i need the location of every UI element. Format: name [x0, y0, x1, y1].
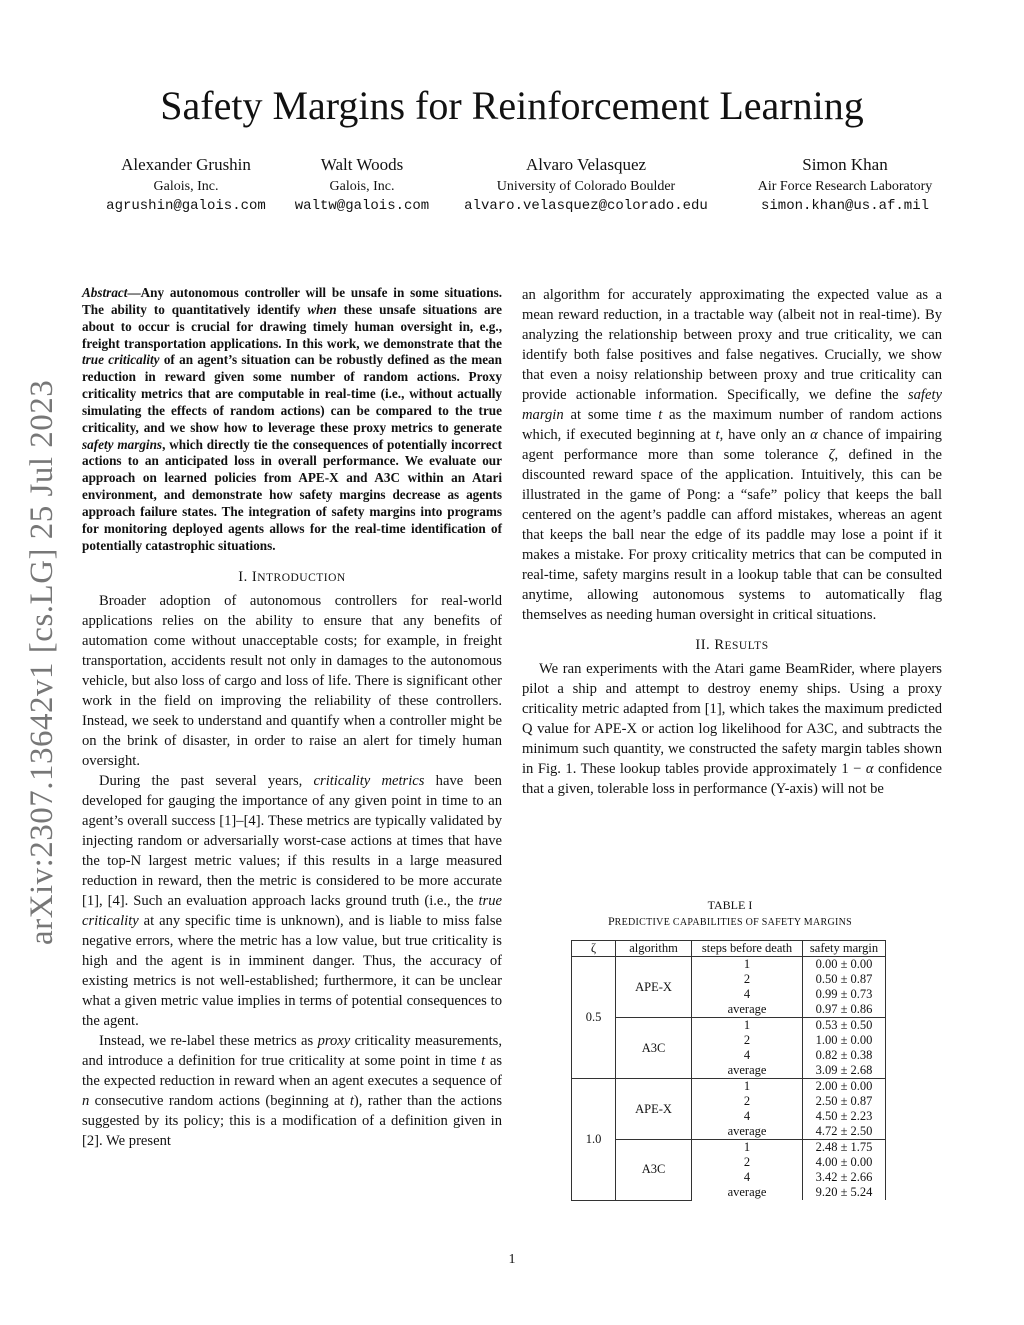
steps-cell: 4	[692, 1048, 803, 1063]
text-run: at some time	[563, 407, 659, 423]
paper-title: Safety Margins for Reinforcement Learning	[160, 83, 864, 128]
steps-cell: average	[692, 1002, 803, 1018]
safety-margin-cell: 9.20 ± 5.24	[803, 1185, 886, 1200]
author-name: Walt Woods	[320, 155, 404, 174]
text-run: Broader adoption of autonomous controllers for real-world applications relies on the ability to ensure that any benefits of automation come without unacceptable costs; for example, in freight transportation, accidents result not only in damages to the autonomous vehicle, but also loss of cargo and loss of life. There is significant other work in the field on improving the reliability of these controllers. Instead, we seek to understand and quantify when a controller might be on the brink of disaster, in order to raise an alert for timely human oversight.	[82, 592, 502, 769]
table-row	[572, 1140, 886, 1156]
section-heading-results	[522, 637, 942, 654]
algorithm-cell: APE-X	[616, 957, 692, 1018]
safety-margin-cell: 0.53 ± 0.50	[803, 1018, 886, 1034]
right-column	[522, 285, 942, 799]
safety-margin-cell: 4.50 ± 2.23	[803, 1109, 886, 1124]
results-table	[571, 940, 886, 1201]
text-run: ), rather than the actions suggested by its policy; this is a modification of a definition given in [2]. We present	[82, 1092, 503, 1149]
body-paragraph	[522, 285, 942, 625]
section-number: I.	[238, 568, 252, 585]
steps-cell: 1	[692, 1140, 803, 1156]
steps-cell: 4	[692, 1109, 803, 1124]
author-affiliation: University of Colorado Boulder	[496, 179, 676, 194]
author-affiliation: Galois, Inc.	[329, 179, 395, 194]
text-run: as the expected reduction in reward when an agent executes a sequence of	[82, 1052, 502, 1089]
zeta-cell: 1.0	[572, 1079, 616, 1201]
table-caption	[560, 897, 900, 931]
text-run: criticality measurements, and introduce a definition for true criticality at some point in time	[82, 1032, 502, 1069]
steps-cell: 1	[692, 1018, 803, 1034]
author-name: Alexander Grushin	[121, 155, 251, 174]
table-label: TABLE I	[707, 898, 753, 912]
steps-cell: 1	[692, 1079, 803, 1095]
steps-cell: 2	[692, 1155, 803, 1170]
safety-margin-cell: 2.50 ± 0.87	[803, 1094, 886, 1109]
emphasis-text: t	[481, 1052, 486, 1069]
emphasis-text: proxy	[317, 1032, 351, 1049]
caption-rest: REDICTIVE CAPABILITIES OF SAFETY MARGINS	[614, 917, 853, 928]
section-initial: I	[251, 568, 258, 585]
text-run: these unsafe situations are about to occur is crucial for drawing timely human oversight in, e.g., freight transportation applications. In this work, we demonstrate that the	[82, 301, 503, 351]
author-block	[715, 155, 975, 214]
table-row	[572, 1079, 886, 1095]
emphasis-text: t	[715, 427, 720, 443]
caption-initial: P	[607, 914, 615, 928]
emphasis-text: safety margin	[522, 387, 942, 423]
emphasis-text: safety margins	[82, 436, 163, 452]
steps-cell: 4	[692, 1170, 803, 1185]
emphasis-text: when	[307, 301, 337, 317]
safety-margin-cell: 2.48 ± 1.75	[803, 1140, 886, 1156]
abstract-lead: Abstract	[82, 285, 128, 300]
author-email: alvaro.velasquez@colorado.edu	[464, 198, 708, 214]
text-run: have been developed for gauging the importance of any given point in time to an agent’s overall success [1]–[4]. These metrics are typically validated by injecting random or adversarially worst-case actions at times that have the top-N largest metric values; if this results in a large measured reduction in reward, then the metric is considered to be more accurate [1], [4]. Such an evaluation approach lacks ground truth (i.e., the	[82, 772, 502, 909]
left-column	[82, 285, 502, 1151]
steps-cell: 4	[692, 987, 803, 1002]
text-run: confidence that a given, tolerable loss in performance (Y-axis) will not be	[522, 761, 942, 797]
text-run: at any specific time is unknown), and is liable to miss false negative errors, where the metric has a low value, but true criticality is high and the agent is in imminent danger. Thus, the accuracy of existing metrics is not well-established; furthermore, it can be unclear what a given metric value implies in terms of potential consequences to the agent.	[82, 912, 502, 1029]
emphasis-text: α	[810, 427, 818, 443]
author-block	[456, 155, 716, 214]
section-rest: ESULTS	[724, 640, 769, 652]
text-run: of an agent’s situation can be robustly defined as the mean reduction in reward given some number of random actions. Proxy criticality metrics that are computable in real-time (i.e., without actually simulating the effects of random actions) can be compared to the true criticality, and we show how to leverage these proxy metrics to generate	[82, 352, 502, 435]
column-header: ζ	[572, 941, 616, 957]
safety-margin-cell: 0.99 ± 0.73	[803, 987, 886, 1002]
steps-cell: average	[692, 1063, 803, 1079]
text-run: consecutive random actions (beginning at	[89, 1092, 350, 1109]
algorithm-cell: A3C	[616, 1018, 692, 1079]
text-run: During the past several years,	[99, 772, 314, 789]
text-run: , have only an	[719, 427, 811, 443]
text-run: , defined in the discounted reward space of the application. Intuitively, this can be illustrated in the game of Pong: a “safe” policy that keeps the ball centered on the agent’s paddle can afford mistakes, whereas an agent that keeps the ball near the edge of its paddle may lose a point if it makes a mistake. For proxy criticality metrics that can be computed in real-time, safety margins result in a lookup table that can be consulted anytime, allowing autonomous systems to automatically flag themselves as needing human oversight in critical situations.	[522, 447, 942, 623]
column-header: steps before death	[692, 941, 803, 957]
body-paragraph	[522, 659, 942, 799]
steps-cell: 2	[692, 972, 803, 987]
text-run: —Any autonomous controller will be unsafe in some situations. The ability to quantitatively identify	[82, 285, 502, 317]
author-email: waltw@galois.com	[294, 198, 430, 214]
table-row	[572, 957, 886, 973]
steps-cell: 1	[692, 957, 803, 973]
section-rest: NTRODUCTION	[257, 571, 346, 584]
algorithm-cell: APE-X	[616, 1079, 692, 1140]
table-row	[572, 1018, 886, 1034]
safety-margin-cell: 3.09 ± 2.68	[803, 1063, 886, 1079]
author-affiliation: Air Force Research Laboratory	[757, 179, 933, 194]
safety-margin-cell: 0.97 ± 0.86	[803, 1002, 886, 1018]
safety-margin-cell: 1.00 ± 0.00	[803, 1033, 886, 1048]
arxiv-identifier: arXiv:2307.13642v1 [cs.LG] 25 Jul 2023	[24, 379, 60, 945]
steps-cell: average	[692, 1185, 803, 1200]
emphasis-text: t	[658, 407, 663, 423]
text-run: We ran experiments with the Atari game BeamRider, where players pilot a ship and attempt to destroy enemy ships. Using a proxy criticality metric adapted from [1], which takes the maximum predicted Q value for APE-X or action log likelihood for A3C, and subtracts the minimum such quantity, we constructed the safety margin tables shown in Fig. 1. These lookup tables provide approximately 1 −	[522, 661, 942, 777]
author-block	[232, 155, 492, 214]
section-number: II.	[695, 637, 715, 653]
abstract	[82, 285, 502, 555]
safety-margin-cell: 2.00 ± 0.00	[803, 1079, 886, 1095]
author-name: Simon Khan	[802, 155, 888, 174]
emphasis-text: α	[865, 761, 874, 777]
steps-cell: average	[692, 1124, 803, 1140]
author-email: agrushin@galois.com	[106, 198, 266, 214]
algorithm-cell: A3C	[616, 1140, 692, 1201]
emphasis-text: criticality metrics	[313, 772, 425, 789]
body-paragraph	[82, 771, 502, 1031]
safety-margin-cell: 4.00 ± 0.00	[803, 1155, 886, 1170]
emphasis-text: true criticality	[82, 892, 502, 929]
body-paragraph	[82, 591, 502, 771]
emphasis-text: n	[82, 1092, 90, 1109]
author-affiliation: Galois, Inc.	[153, 179, 219, 194]
author-email: simon.khan@us.af.mil	[760, 198, 930, 214]
steps-cell: 2	[692, 1094, 803, 1109]
column-header: algorithm	[616, 941, 692, 957]
page-number: 1	[508, 1252, 516, 1267]
text-run: chance of impairing agent performance more than some tolerance	[522, 427, 942, 463]
emphasis-text: t	[349, 1092, 354, 1109]
emphasis-text: ζ	[828, 447, 835, 463]
text-run: Instead, we re-label these metrics as	[99, 1032, 318, 1049]
safety-margin-cell: 0.50 ± 0.87	[803, 972, 886, 987]
author-name: Alvaro Velasquez	[525, 155, 647, 174]
column-header: safety margin	[803, 941, 886, 957]
table-header-row	[572, 941, 886, 957]
text-run: , which directly tie the consequences of potentially incorrect actions to an anticipated loss in overall performance. We evaluate our approach on learned policies from APE-X and A3C within an Atari environment, and demonstrate how safety margins decrease as agents approach failure states. The integration of safety margins into programs for monitoring deployed agents allows for the real-time identification of potentially catastrophic situations.	[82, 436, 502, 553]
table-title	[560, 913, 900, 931]
safety-margin-cell: 4.72 ± 2.50	[803, 1124, 886, 1140]
safety-margin-cell: 3.42 ± 2.66	[803, 1170, 886, 1185]
steps-cell: 2	[692, 1033, 803, 1048]
section-heading-introduction	[82, 569, 502, 586]
safety-margin-cell: 0.00 ± 0.00	[803, 957, 886, 973]
text-run: an algorithm for accurately approximating the expected value as a mean reward reduction, in a tractable way (albeit not in real-time). By analyzing the relationship between proxy and true criticality, we can identify both false positives and false negatives. Crucially, we show that even a noisy relationship between proxy and true criticality can provide actionable information. Specifically, we define the	[522, 287, 942, 403]
zeta-cell: 0.5	[572, 957, 616, 1079]
text-run: as the maximum number of random actions which, if executed beginning at	[522, 407, 942, 443]
section-initial: R	[714, 637, 725, 653]
body-paragraph	[82, 1031, 502, 1151]
safety-margin-cell: 0.82 ± 0.38	[803, 1048, 886, 1063]
emphasis-text: true criticality	[82, 352, 160, 368]
